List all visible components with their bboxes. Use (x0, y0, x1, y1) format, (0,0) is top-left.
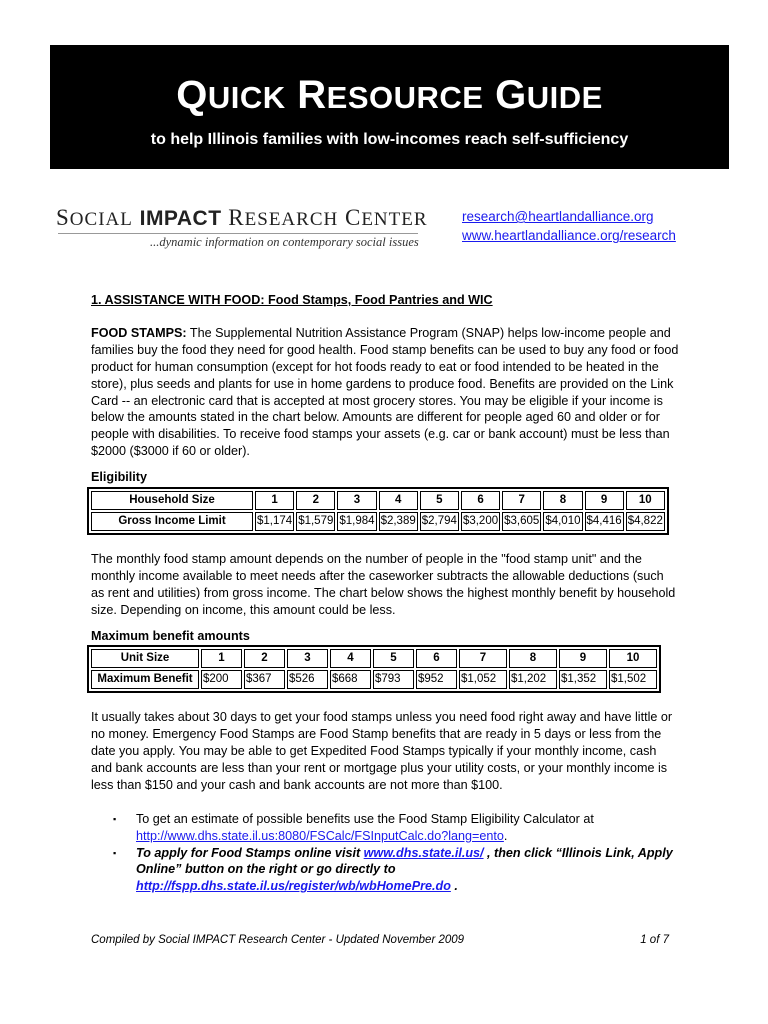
table-cell: Household Size (91, 491, 253, 510)
table-cell: $1,579 (296, 512, 335, 531)
eligibility-table (87, 487, 669, 535)
table-cell: 4 (330, 649, 371, 668)
table-cell: 4 (379, 491, 418, 510)
table-cell: $200 (201, 670, 242, 689)
page-subtitle: to help Illinois families with low-incomes reach self-sufficiency (150, 131, 629, 148)
table-cell: $526 (287, 670, 328, 689)
website-link[interactable]: www.heartlandalliance.org/research (462, 228, 676, 243)
table-row (91, 491, 665, 510)
table-cell: $793 (373, 670, 414, 689)
table-cell: $952 (416, 670, 457, 689)
table-cell: 10 (626, 491, 665, 510)
calculator-link[interactable]: http://www.dhs.state.il.us:8080/FSCalc/FSInputCalc.do?lang=ento (136, 828, 504, 843)
table-cell: 5 (420, 491, 459, 510)
page-title: QUICK RESOURCE GUIDE (176, 73, 603, 117)
page-number: 1 of 7 (640, 934, 669, 946)
table-cell: 6 (416, 649, 457, 668)
table-cell: $4,822 (626, 512, 665, 531)
benefit-table (87, 645, 661, 693)
food-stamps-paragraph: FOOD STAMPS: The Supplemental Nutrition Assistance Program (SNAP) helps low-income people and families buy the food they need for good health. Food stamp benefits can be used to buy any food or food product for human consumption (except for hot foods ready to eat or food intended to be heated in the store), plus seeds and plants for use in home gardens to produce food. Benefits are provided on the Link Card -- an electronic card that is accepted at most grocery stores. You may be eligible if your income is below the amounts stated in the chart below. Amounts are different for people aged 60 and older or for people with disabilities. To receive food stamps your assets (e.g. car or bank account) must be less than $2000 ($3000 if 60 or older). (91, 325, 679, 459)
table-cell: $1,352 (559, 670, 607, 689)
footer-compiled: Compiled by Social IMPACT Research Center - Updated November 2009 (91, 934, 465, 946)
bullet-text: To apply for Food Stamps online visit (136, 845, 364, 860)
page-footer (91, 934, 669, 946)
table-cell: $4,010 (543, 512, 582, 531)
table-cell: 2 (244, 649, 285, 668)
table-cell: $2,389 (379, 512, 418, 531)
table-cell: $3,200 (461, 512, 500, 531)
table-cell: Maximum Benefit (91, 670, 199, 689)
table-cell: $3,605 (502, 512, 541, 531)
table-cell: $1,174 (255, 512, 294, 531)
section-heading: 1. ASSISTANCE WITH FOOD: Food Stamps, Food Pantries and WIC (91, 293, 493, 307)
table-cell: $1,202 (509, 670, 557, 689)
table-cell: $1,984 (337, 512, 376, 531)
bullet-icon: ▪ (113, 847, 117, 858)
contact-links (462, 207, 676, 245)
list-item: ▪ To get an estimate of possible benefits use the Food Stamp Eligibility Calculator at http://www.dhs.state.il.us:8080/FSCalc/FSInputCalc.do?lang=ento. (113, 811, 594, 843)
table-cell: 10 (609, 649, 657, 668)
table-row (91, 649, 657, 668)
table-cell: 1 (255, 491, 294, 510)
table-cell: $2,794 (420, 512, 459, 531)
table-row (91, 512, 665, 531)
table-cell: Gross Income Limit (91, 512, 253, 531)
table-cell: $367 (244, 670, 285, 689)
table-cell: 8 (543, 491, 582, 510)
dhs-link[interactable]: www.dhs.state.il.us/ (363, 845, 484, 860)
table-cell: Unit Size (91, 649, 199, 668)
logo-rule (58, 233, 418, 234)
resource-list (91, 811, 679, 896)
table-cell: 1 (201, 649, 242, 668)
title-banner (50, 45, 729, 169)
logo-name: SOCIAL IMPACT RESEARCH CENTER (56, 205, 428, 230)
table-cell: 3 (287, 649, 328, 668)
table-cell: 2 (296, 491, 335, 510)
table-cell: 5 (373, 649, 414, 668)
logo-tagline: ...dynamic information on contemporary social issues (150, 235, 419, 249)
table-cell: $668 (330, 670, 371, 689)
bullet-text: , then click “Illinois Link, Apply Online” button on the right or go directly to (136, 845, 673, 877)
document-body (91, 292, 679, 895)
benefit-heading: Maximum benefit amounts (91, 628, 250, 643)
bullet-text: To get an estimate of possible benefits use the Food Stamp Eligibility Calculator at (136, 811, 594, 826)
table-cell: 6 (461, 491, 500, 510)
list-item: ▪ To apply for Food Stamps online visit www.dhs.state.il.us/ , then click “Illinois Link, Apply Online” button on the right or go directly to http://fspp.dhs.state.il.us/register/wb/wbHomePre.do . (113, 845, 673, 894)
table-row (91, 670, 657, 689)
apply-link[interactable]: http://fspp.dhs.state.il.us/register/wb/wbHomePre.do (136, 879, 451, 894)
table-cell: $4,416 (585, 512, 624, 531)
expedited-paragraph: It usually takes about 30 days to get your food stamps unless you need food right away and have little or no money. Emergency Food Stamps are Food Stamp benefits that are ready in 5 days or less from the date you apply. You may be able to get Expedited Food Stamps typically if your monthly income, cash and bank accounts are less than your rent or mortgage plus your utility costs, or your monthly income is less than $150 and your cash and bank accounts are not more than $100. (91, 710, 673, 792)
table-cell: $1,502 (609, 670, 657, 689)
table-cell: 7 (459, 649, 507, 668)
table-cell: 9 (559, 649, 607, 668)
organization-logo (56, 205, 436, 250)
table-cell: $1,052 (459, 670, 507, 689)
table-cell: 8 (509, 649, 557, 668)
bullet-icon: ▪ (113, 813, 117, 824)
benefit-paragraph: The monthly food stamp amount depends on the number of people in the "food stamp unit" and the monthly income available to meet needs after the caseworker subtracts the allowable deductions (such as rent and utilities) from gross income. The chart below shows the highest monthly benefit by household size. Depending on income, this amount could be less. (91, 551, 676, 617)
table-cell: 7 (502, 491, 541, 510)
table-cell: 9 (585, 491, 624, 510)
email-link[interactable]: research@heartlandalliance.org (462, 209, 654, 224)
eligibility-heading: Eligibility (91, 470, 147, 485)
table-cell: 3 (337, 491, 376, 510)
